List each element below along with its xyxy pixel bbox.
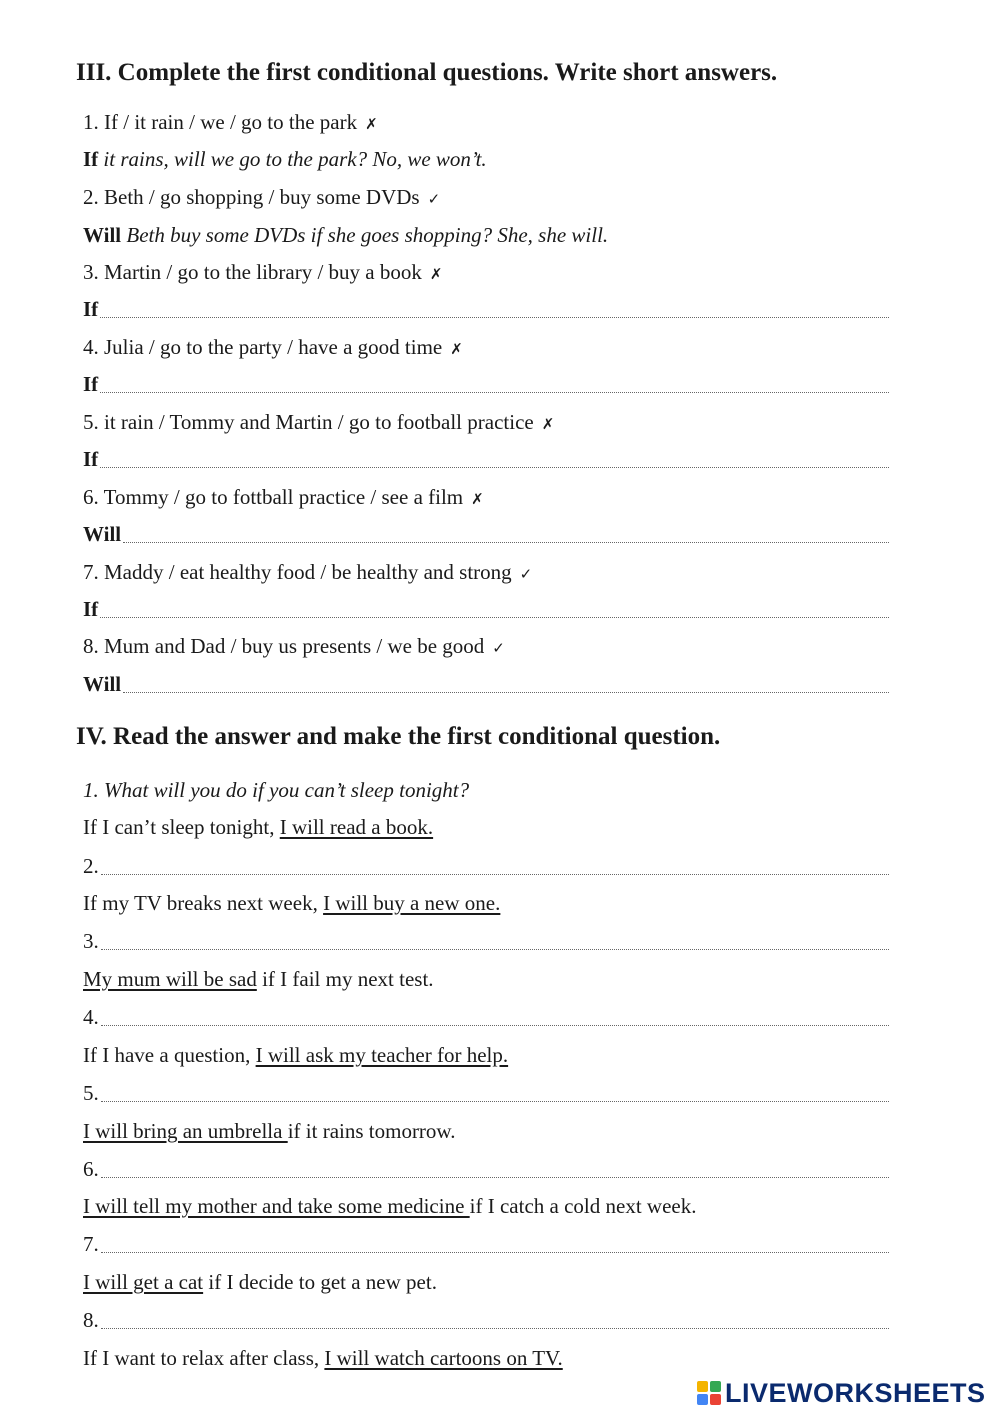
logo-text: LIVEWORKSHEETS: [725, 1377, 986, 1408]
question-input-5[interactable]: [101, 1079, 889, 1102]
liveworksheets-logo[interactable]: [697, 1378, 986, 1408]
s4-example-question: 1. What will you do if you can’t sleep tonight?: [83, 778, 470, 802]
answer-after: if I fail my next test.: [256, 967, 434, 991]
answer-before: If I have a question,: [83, 1043, 256, 1067]
prompt-text: 2. Beth / go shopping / buy some DVDs: [83, 185, 420, 209]
answer-input-3[interactable]: [100, 295, 889, 318]
s4-item-6-answer: [83, 1192, 696, 1220]
answer-before: If I want to relax after class,: [83, 1346, 325, 1370]
cross-icon: ✗: [429, 265, 443, 283]
cross-icon: ✗: [471, 490, 484, 508]
s4-item-8-question-row: [83, 1306, 889, 1334]
answer-underlined: I will read a book.: [279, 815, 434, 839]
lead-word: Will: [83, 672, 122, 696]
prompt-text: 5. it rain / Tommy and Martin / go to football practice: [83, 410, 534, 434]
s4-item-2-answer: [83, 889, 500, 917]
answer-underlined: My mum will be sad: [83, 967, 257, 991]
check-icon: ✓: [519, 565, 533, 583]
answer-after: if I catch a cold next week.: [469, 1194, 697, 1218]
answer-input-4[interactable]: [100, 370, 889, 393]
s3-item-1-example: [83, 145, 487, 173]
s4-item-5-question-row: [83, 1079, 889, 1107]
lead-word: Will: [83, 522, 122, 546]
s4-item-8-answer: [83, 1344, 563, 1372]
question-input-6[interactable]: [101, 1155, 889, 1178]
lead-word: Will: [83, 223, 122, 247]
s4-item-6-question-row: [83, 1155, 889, 1183]
answer-underlined: I will watch cartoons on TV.: [324, 1346, 563, 1370]
section-4-title: IV. Read the answer and make the first conditional question.: [76, 723, 721, 750]
s3-item-2-example: [83, 221, 608, 249]
s4-item-4-question-row: [83, 1003, 889, 1031]
answer-underlined: I will buy a new one.: [323, 891, 501, 915]
question-input-4[interactable]: [101, 1003, 889, 1026]
logo-square: [710, 1394, 721, 1405]
answer-plain: If I can’t sleep tonight,: [83, 815, 280, 839]
answer-input-8[interactable]: [123, 670, 889, 693]
answer-underlined: I will ask my teacher for help.: [255, 1043, 509, 1067]
answer-input-7[interactable]: [100, 595, 889, 618]
question-input-3[interactable]: [101, 927, 889, 950]
answer-underlined: I will get a cat: [83, 1270, 204, 1294]
question-number: 6.: [83, 1157, 99, 1181]
question-number: 3.: [83, 929, 99, 953]
check-icon: ✓: [492, 639, 505, 657]
check-icon: ✓: [427, 190, 441, 208]
logo-square: [697, 1381, 708, 1392]
question-input-8[interactable]: [101, 1306, 889, 1329]
logo-squares-icon: [697, 1381, 721, 1405]
s4-item-2-question-row: [83, 852, 889, 880]
prompt-text: 1. If / it rain / we / go to the park: [83, 110, 358, 134]
question-number: 8.: [83, 1308, 99, 1332]
example-answer: it rains, will we go to the park? No, we won’t.: [103, 147, 487, 171]
s3-item-3-prompt: [83, 258, 442, 286]
s3-item-7-prompt: [83, 558, 532, 586]
prompt-text: 4. Julia / go to the party / have a good time: [83, 335, 443, 359]
s3-item-4-answer-row: [83, 370, 889, 398]
answer-after: if I decide to get a new pet.: [203, 1270, 437, 1294]
answer-underlined: I will tell my mother and take some medicine: [83, 1194, 470, 1218]
s3-item-3-answer-row: [83, 295, 889, 323]
prompt-text: 7. Maddy / eat healthy food / be healthy and strong: [83, 560, 512, 584]
s4-example-answer: [83, 813, 433, 841]
s3-item-8-answer-row: [83, 670, 889, 698]
question-number: 4.: [83, 1005, 99, 1029]
s3-item-4-prompt: [83, 333, 463, 361]
s4-item-7-answer: [83, 1268, 437, 1296]
s3-item-6-prompt: [83, 483, 484, 511]
s4-item-5-answer: [83, 1117, 455, 1145]
example-answer: Beth buy some DVDs if she goes shopping? She, she will.: [126, 223, 609, 247]
question-number: 7.: [83, 1232, 99, 1256]
s3-item-6-answer-row: [83, 520, 889, 548]
s4-item-3-question-row: [83, 927, 889, 955]
logo-square: [697, 1394, 708, 1405]
s3-item-2-prompt: [83, 183, 440, 211]
prompt-text: 6. Tommy / go to fottball practice / see a film: [83, 485, 464, 509]
s3-item-5-answer-row: [83, 445, 889, 473]
answer-underlined: I will bring an umbrella: [83, 1119, 288, 1143]
lead-word: If: [83, 297, 99, 321]
lead-word: If: [83, 372, 99, 396]
cross-icon: ✗: [541, 415, 555, 433]
prompt-text: 3. Martin / go to the library / buy a book: [83, 260, 422, 284]
question-input-7[interactable]: [101, 1230, 889, 1253]
answer-after: if it rains tomorrow.: [287, 1119, 456, 1143]
lead-word: If: [83, 147, 99, 171]
answer-input-6[interactable]: [123, 520, 889, 543]
s4-item-3-answer: [83, 965, 434, 993]
question-number: 5.: [83, 1081, 99, 1105]
answer-before: If my TV breaks next week,: [83, 891, 324, 915]
question-input-2[interactable]: [101, 852, 889, 875]
logo-square: [710, 1381, 721, 1392]
answer-input-5[interactable]: [100, 445, 889, 468]
s3-item-5-prompt: [83, 408, 554, 436]
lead-word: If: [83, 447, 99, 471]
s3-item-1-prompt: [83, 108, 378, 136]
s4-item-4-answer: [83, 1041, 508, 1069]
question-number: 2.: [83, 854, 99, 878]
cross-icon: ✗: [365, 115, 378, 133]
section-3-title: III. Complete the first conditional questions. Write short answers.: [76, 59, 778, 86]
s3-item-8-prompt: [83, 632, 505, 660]
s3-item-7-answer-row: [83, 595, 889, 623]
lead-word: If: [83, 597, 99, 621]
prompt-text: 8. Mum and Dad / buy us presents / we be good: [83, 634, 485, 658]
cross-icon: ✗: [450, 340, 463, 358]
s4-item-7-question-row: [83, 1230, 889, 1258]
